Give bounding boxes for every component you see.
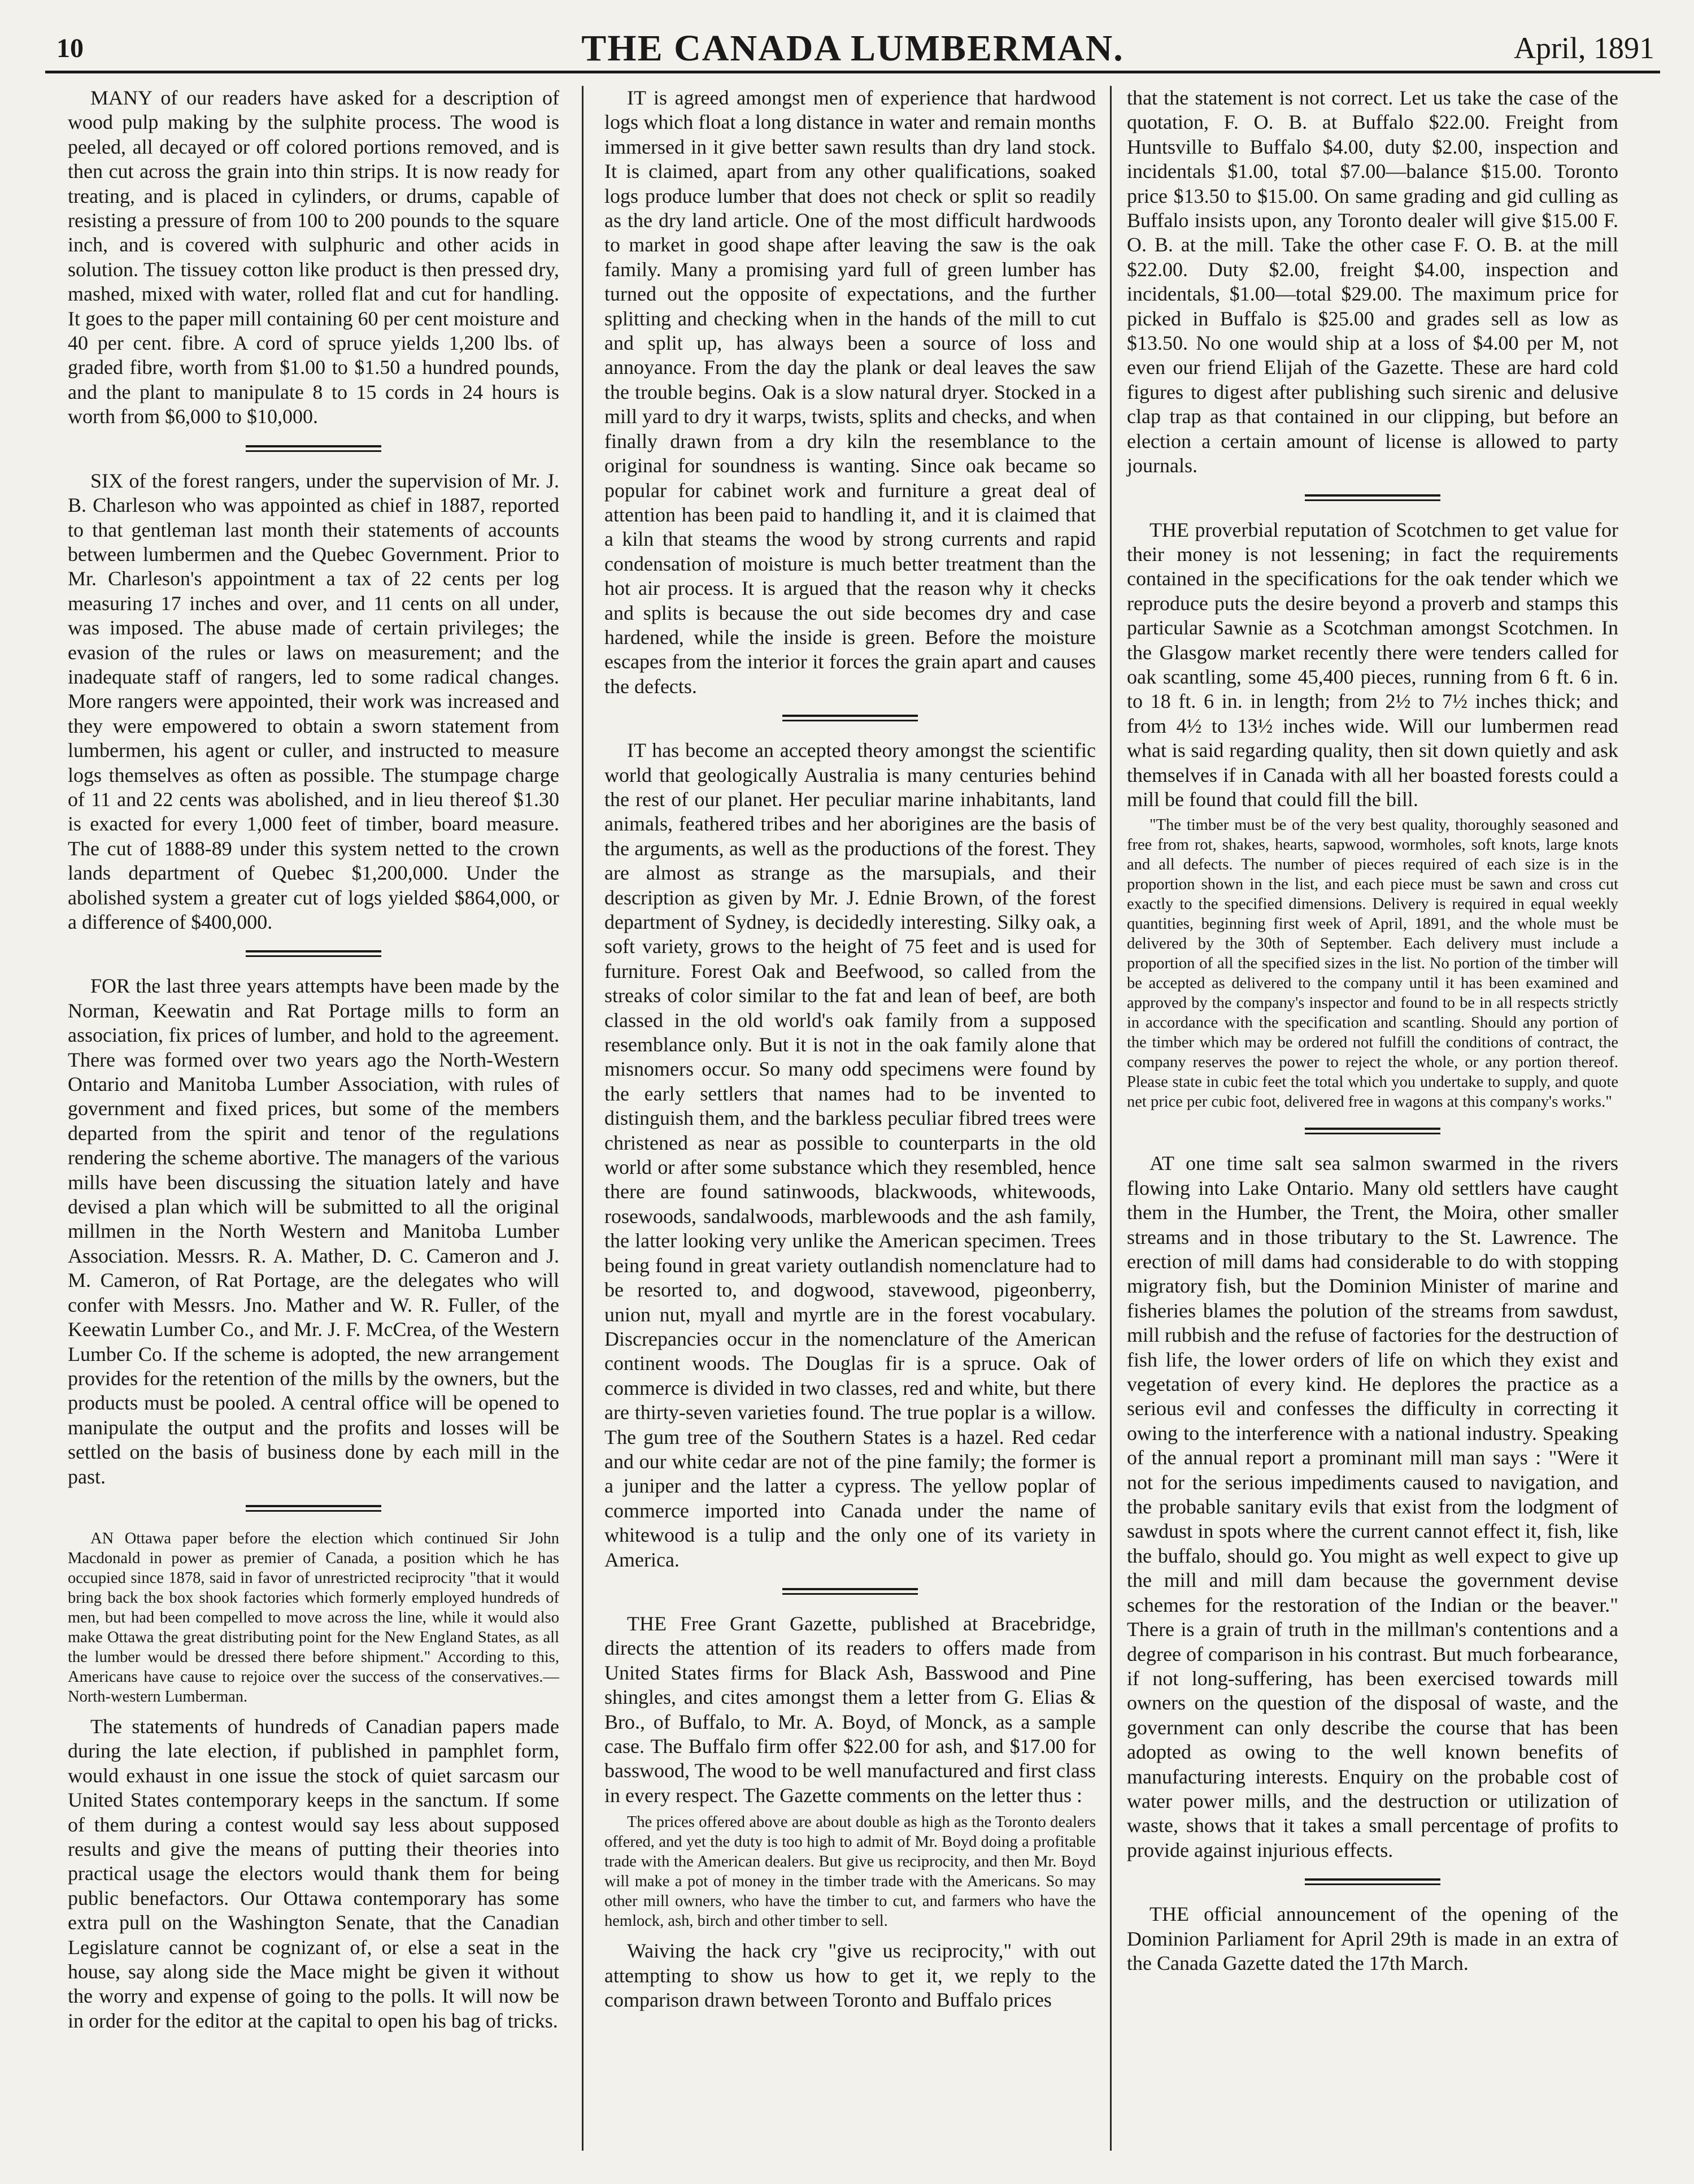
article-separator xyxy=(246,445,381,452)
article-hardwood-logs: IT is agreed amongst men of experience that hardwood logs which float a long distance in water and remain months immersed in it give better sawn results than dry land stock. It is claimed, apart from any other qualifications, soaked logs produce lumber that does not check or split so readily as the dry land article. One of the most difficult hardwoods to market in good shape after leaving the saw is the oak family. Many a promising yard full of green lumber has turned out the opposite of expectations, and the further splitting and checking when in the hands of the mill to cut and split up, has always been a source of loss and annoyance. From the day the plank or deal leaves the saw the trouble begins. Oak is a slow natural dryer. Stocked in a mill yard to dry it warps, twists, splits and checks, and when finally drawn from a dry kiln the resemblance to the original for soundness is wanting. Since oak became so popular for cabinet work and furniture a great deal of attention has been paid to handling it, and it is claimed that a kiln that steams the wood by strong currents and rapid condensation of moisture is much better treatment than the hot air process. It is argued that the reason why it checks and splits is because the out side becomes dry and case hardened, while the inside is green. Before the moisture escapes from the interior it forces the grain apart and causes the defects. xyxy=(604,86,1096,698)
article-wood-pulp: MANY of our readers have asked for a description of wood pulp making by the sulphite process. The wood is peeled, all decayed or off colored portions removed, and is then cut across the grain into thin strips. It is now ready for treating, and is placed in cylinders, or drums, capable of resisting a pressure of from 100 to 200 pounds to the square inch, and is covered with sulphuric and other acids in solution. The tissuey cotton like product is then pressed dry, mashed, mixed with water, rolled flat and cut for handling. It goes to the paper mill containing 60 per cent moisture and 40 per cent. fibre. A cord of spruce yields 1,200 lbs. of graded fibre, worth from $1.00 to $1.50 a hundred pounds, and the plant to manipulate 8 to 15 cords in 24 hours is worth from $6,000 to $10,000. xyxy=(68,86,559,428)
article-ottawa-paper: AN Ottawa paper before the election which continued Sir John Macdonald in power as premier of Canada, a position which he has occupied since 1878, said in favor of unrestricted reciprocity "that it would bring back the box shook factories which formerly employed hundreds of men, but had been compelled to move across the line, while it would also make Ottawa the great distributing point for the New England States, as all the lumber would be dressed there before shipment." According to this, Americans have cause to rejoice over the success of the conservatives.—North-western Lumberman. xyxy=(68,1529,559,1706)
article-free-grant-gazette: THE Free Grant Gazette, published at Bracebridge, directs the attention of its readers to offers made from United States firms for Black Ash, Basswood and Pine shingles, and cites amongst them a letter from G. Elias & Bro., of Buffalo, to Mr. A. Boyd, of Monck, as a sample case. The Buffalo firm offer $22.00 for ash, and $17.00 for basswood, The wood to be well manufactured and first class in every respect. The Gazette comments on the letter thus : xyxy=(604,1612,1096,1807)
article-australia-woods: IT has become an accepted theory amongst the scientific world that geologically Australia is many centuries behind the rest of our planet. Her peculiar marine inhabitants, land animals, feathered tribes and her aborigines are the basis of the arguments, as well as the productions of the forest. They are almost as strange as the marsupials, and their description as given by Mr. J. Ednie Brown, of the forest department of Sydney, is decidedly interesting. Silky oak, a soft variety, grows to the height of 75 feet and is used for furniture. Forest Oak and Beefwood, so called from the streaks of color similar to the fat and lean of beef, are both classed in the old world's oak family from a supposed resemblance only. But it is not in the oak family alone that misnomers occur. So many odd specimens were found by the early settlers that names had to be invented to distinguish them, and the barkless peculiar fibred trees were christened as near as possible to counterparts in the old world or after some substance which they resembled, hence there are found satinwoods, blackwoods, whitewoods, rosewoods, sandalwoods, marblewoods and the ash family, the latter looking very unlike the American specimen. Trees being found in great variety outlandish nomenclature had to be resorted to, and dogwood, stavewood, pigeonberry, union nut, myall and myrtle are in the forest vocabulary. Discrepancies occur in the nomenclature of the American continent woods. The Douglas fir is a spruce. Oak of commerce is divided in two classes, red and white, but there are thirty-seven varieties found. The true poplar is a willow. The gum tree of the Southern States is a hazel. Red cedar and our white cedar are not of the pine family; the former is a juniper and the latter a cypress. The yellow poplar of commerce imported into Canada under the name of whitewood is a tulip and the only one of its variety in America. xyxy=(604,739,1096,1571)
article-separator xyxy=(782,1588,918,1595)
masthead-title: THE CANADA LUMBERMAN. xyxy=(581,28,1124,69)
article-separator xyxy=(1305,494,1440,501)
article-forest-rangers: SIX of the forest rangers, under the supervision of Mr. J. B. Charleson who was appointed as chief in 1887, reported to that gentleman last month their statements of accounts between lumbermen and the Quebec Government. Prior to Mr. Charleson's appointment a tax of 22 cents per log measuring 17 inches and over, and 11 cents on all under, was imposed. The abuse made of certain privileges; the evasion of the rules or laws on measurement; and the inadequate staff of rangers, led to some radical changes. More rangers were appointed, their work was increased and they were empowered to obtain a sworn statement from lumbermen, his agent or culler, and instructed to measure logs themselves as often as possible. The stumpage charge of 11 and 22 cents was abolished, and in lieu thereof $1.30 is exacted for every 1,000 feet of timber, board measure. The cut of 1888-89 under this system netted to the crown lands department of Quebec $1,200,000. Under the abolished system a greater cut of logs yielded $864,000, or a difference of $400,000. xyxy=(68,469,559,933)
article-separator xyxy=(1305,1878,1440,1885)
oak-specification-quote: "The timber must be of the very best quality, thoroughly seasoned and free from rot, shakes, hearts, sapwood, wormholes, soft knots, large knots and all defects. The number of pieces required of each size is in the proportion shown in the list, and each piece must be sawn and cross cut exactly to the specified dimensions. Delivery is required in equal weekly quantities, beginning first week of April, 1891, and the whole must be delivered by the 30th of September. Each delivery must include a proportion of all the specified sizes in the list. No portion of the timber will be accepted as delivered to the company until it has been examined and approved by the company's inspector and found to be in all respects strictly in accordance with the specification and scantling. Should any portion of the timber which may be ordered not fulfill the conditions of contract, the company reserves the power to reject the whole, or any portion thereof. Please state in cubic feet the total which you undertake to supply, and quote net price per cubic foot, delivered free in wagons at this company's works." xyxy=(1127,816,1618,1111)
column-1 xyxy=(68,86,559,2033)
article-separator xyxy=(246,950,381,957)
article-separator xyxy=(782,715,918,721)
article-salmon-sawdust: AT one time salt sea salmon swarmed in the rivers flowing into Lake Ontario. Many old settlers have caught them in the Humber, the Trent, the Moira, other smaller streams and in those tributary to the St. Lawrence. The erection of mill dams had considerable to do with stopping migratory fish, but the Dominion Minister of marine and fisheries blames the polution of the streams from sawdust, mill rubbish and the refuse of factories for the destruction of fish life, the lower orders of life on which they exist and vegetation of every kind. He deplores the practice as a serious evil and confesses the difficulty in correcting it owing to the interference with a national industry. Speaking of the annual report a prominant mill man says : "Were it not for the serious impediments caused to navigation, and the probable sanitary evils that exist from the lodgment of sawdust in spots where the current cannot effect it, fish, like the buffalo, should go. You might as well expect to give up the mill and mill dam because the government devise schemes for the restoration of the Indian or the beaver." There is a grain of truth in the millman's contentions and a degree of comparison in his contrast. But much forbearance, if not long-suffering, has been exercised towards mill owners on the question of the disposal of waste, and the government can only describe the course that has been adopted as owing to the well known benefits of manufacturing interests. Enquiry on the probable cost of water power mills, and the destruction or utilization of waste, shows that it takes a small percentage of profits to provide against injurious effects. xyxy=(1127,1152,1618,1861)
article-price-comparison: that the statement is not correct. Let us take the case of the quotation, F. O. B. at Buffalo $22.00. Freight from Huntsville to Buffalo $4.00, duty $2.00, inspection and incidentals $1.00, total $7.00—balance $15.00. Toronto price $13.50 to $15.00. On same grading and gid culling as Buffalo insists upon, any Toronto dealer will give $15.00 F. O. B. at the mill. Take the other case F. O. B. at the mill $22.00. Duty $2.00, freight $4.00, inspection and incidentals, $1.00—total $29.00. The maximum price for picked in Buffalo is $25.00 and grades sell as low as $13.50. No one would ship at a loss of $4.00 per M, not even our friend Elijah of the Gazette. These are hard cold figures to digest after publishing such sirenic and delusive clap trap as that contained in our clipping, but before an election a certain amount of license is allowed to party journals. xyxy=(1127,86,1618,477)
column-2 xyxy=(604,86,1096,2012)
article-separator xyxy=(246,1505,381,1512)
article-scotchmen-oak: THE proverbial reputation of Scotchmen to get value for their money is not lessening; in fact the requirements contained in the specifications for the oak tender which we reproduce puts the desire beyond a proverb and stamps this particular Sawnie as a Scotchman amongst Scotchmen. In the Glasgow market recently there were tenders called for oak scantling, some 45,400 pieces, running from 6 ft. 6 in. to 18 ft. 6 in. in length; from 2½ to 7½ inches thick; and from 4½ to 13½ inches wide. Will our lumbermen read what is said regarding quality, then sit down quietly and ask themselves if in Canada with all her boasted forests could a mill be found that could fill the bill. xyxy=(1127,518,1618,811)
article-canadian-papers: The statements of hundreds of Canadian papers made during the late election, if published in pamphlet form, would exhaust in one issue the stock of quiet sarcasm our United States contemporary keeps in the sanctum. If some of them during a contest would say less about supposed results and give the means of putting their theories into practical usage the electors would thank them for being public benefactors. Our Ottawa contemporary has some extra pull on the Washington Senate, that the Canadian Legislature cannot be cognizant of, or else a seat in the house, say along side the Mace might be given it without the worry and expense of going to the polls. It will now be in order for the editor at the capital to open his bag of tricks. xyxy=(68,1715,559,2032)
article-parliament-opening: THE official announcement of the opening of the Dominion Parliament for April 29th is made in an extra of the Canada Gazette dated the 17th March. xyxy=(1127,1903,1618,1974)
column-divider xyxy=(1110,86,1112,2151)
article-separator xyxy=(1305,1128,1440,1134)
article-reciprocity-reply: Waiving the hack cry "give us reciprocity," with out attempting to show us how to get it, we reply to the comparison drawn between Toronto and Buffalo prices xyxy=(604,1939,1096,2012)
gazette-quote: The prices offered above are about double as high as the Toronto dealers offered, and yet the duty is too high to admit of Mr. Boyd doing a profitable trade with the American dealers. But give us reciprocity, and then Mr. Boyd will make a pot of money in the timber trade with the Americans. So may other mill owners, who have the timber to cut, and farmers who have the hemlock, ash, birch and other timber to sell. xyxy=(604,1813,1096,1930)
column-3 xyxy=(1127,86,1618,1976)
column-divider xyxy=(582,86,583,2151)
issue-date: April, 1891 xyxy=(1514,31,1654,65)
article-lumber-association: FOR the last three years attempts have been made by the Norman, Keewatin and Rat Portage mills to form an association, fix prices of lumber, and hold to the agreement. There was formed over two years ago the North-Western Ontario and Manitoba Lumber Association, with rules of government and fixed prices, but some of the members departed from the spirit and tenor of the regulations rendering the scheme abortive. The managers of the various mills have been discussing the situation lately and have devised a plan which will be submitted to all the original millmen in the North Western and Manitoba Lumber Association. Messrs. R. A. Mather, D. C. Cameron and J. M. Cameron, of Rat Portage, are the delegates who will confer with Messrs. Jno. Mather and W. R. Fuller, of the Keewatin Lumber Co., and Mr. J. F. McCrea, of the Western Lumber Co. If the scheme is adopted, the new arrangement provides for the retention of the mills by the owners, but the products must be pooled. A central office will be opened to manipulate the output and the profits and losses will be settled on the basis of business done by each mill in the past. xyxy=(68,974,559,1488)
page-number: 10 xyxy=(56,33,84,63)
page-header xyxy=(45,23,1660,73)
